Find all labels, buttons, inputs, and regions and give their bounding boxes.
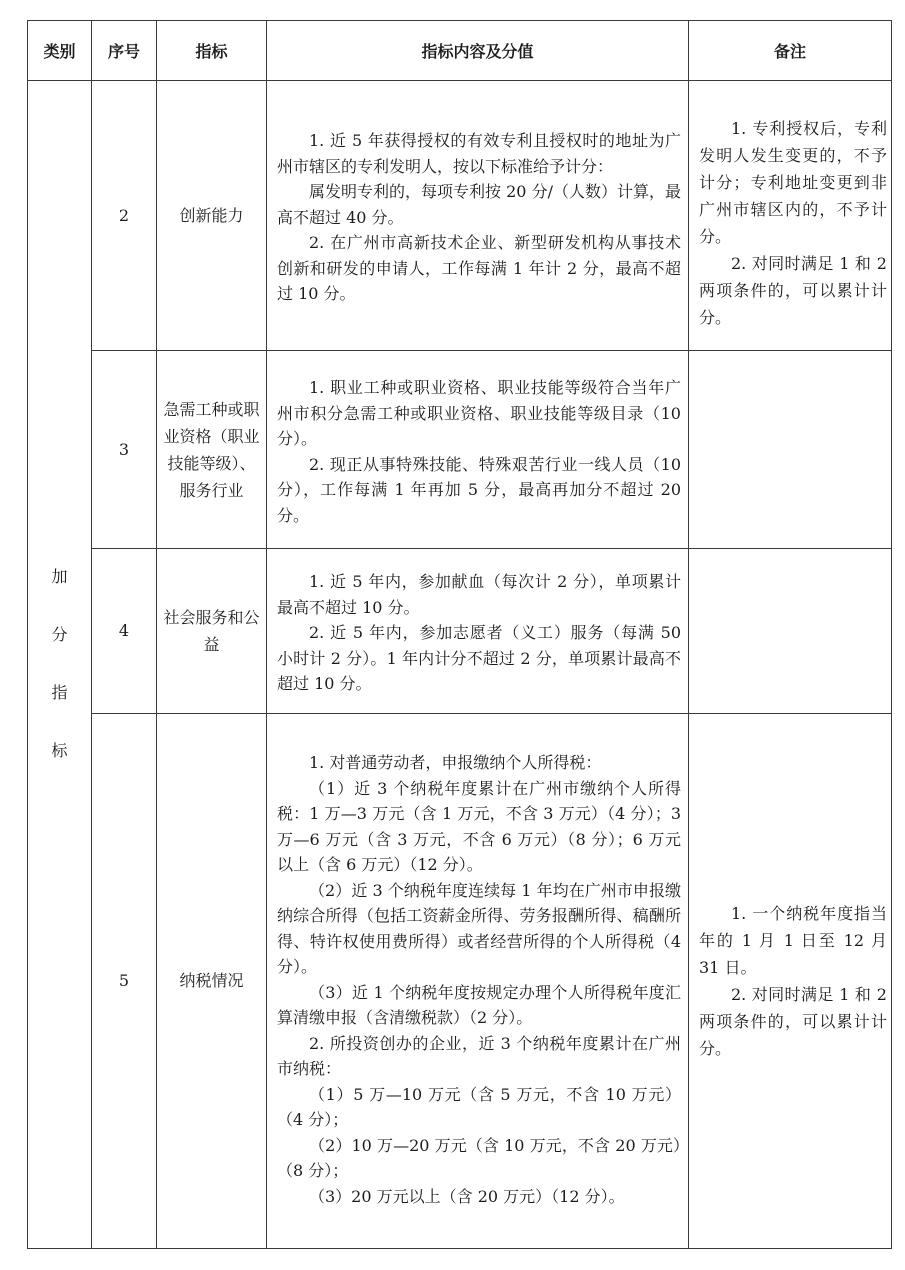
seq-cell: 3	[92, 351, 157, 549]
category-char: 加	[51, 567, 68, 587]
content-cell	[267, 549, 689, 714]
content-paragraph: （2）近 3 个纳税年度连续每 1 年均在广州市申报缴纳综合所得（包括工资薪金所得、劳务报酬所得、稿酬所得、特许权使用费所得）或者经营所得的个人所得税（4 分）。	[277, 880, 681, 976]
header-indicator: 指标	[157, 21, 267, 81]
category-char: 标	[51, 741, 68, 761]
header-seq: 序号	[92, 21, 157, 81]
content-paragraph: （3）近 1 个纳税年度按规定办理个人所得税年度汇算清缴申报（含清缴税款）（2 分）。	[277, 982, 681, 1027]
table-row	[28, 351, 892, 549]
note-cell	[689, 713, 892, 1248]
table-row	[28, 81, 892, 351]
note-cell	[689, 81, 892, 351]
content-paragraph: 1. 近 5 年获得授权的有效专利且授权时的地址为广州市辖区的专利发明人，按以下标准给予计分：	[277, 131, 681, 176]
indicator-cell: 社会服务和公益	[157, 549, 267, 714]
category-cell	[28, 81, 92, 1249]
note-paragraph: 1. 专利授权后，专利发明人发生变更的，不予计分；专利地址变更到非广州市辖区内的，不予计分。	[699, 118, 887, 246]
note-cell	[689, 351, 892, 549]
table-row	[28, 549, 892, 714]
category-char: 分	[51, 625, 68, 645]
seq-cell: 4	[92, 549, 157, 714]
content-paragraph: 1. 职业工种或职业资格、职业技能等级符合当年广州市积分急需工种或职业资格、职业技能等级目录（10 分）。	[277, 378, 681, 448]
category-char: 指	[51, 683, 68, 703]
content-paragraph: 1. 对普通劳动者，申报缴纳个人所得税：	[309, 753, 602, 772]
content-paragraph: 2. 近 5 年内，参加志愿者（义工）服务（每满 50 小时计 2 分）。1 年内计分不超过 2 分，单项累计最高不超过 10 分。	[277, 623, 681, 693]
content-paragraph: （1）近 3 个纳税年度累计在广州市缴纳个人所得税：1 万—3 万元（含 1 万元，不含 3 万元）（4 分）；3 万—6 万元（含 3 万元，不含 6 万元）（8 分）；6 万元以上（含 6 万元）（12 分）。	[277, 778, 681, 874]
content-cell	[267, 81, 689, 351]
note-cell	[689, 549, 892, 714]
scoring-table	[27, 20, 892, 1249]
indicator-cell: 纳税情况	[157, 713, 267, 1248]
header-note: 备注	[689, 21, 892, 81]
seq-cell: 2	[92, 81, 157, 351]
content-paragraph: （2）10 万—20 万元（含 10 万元，不含 20 万元）（8 分）；	[277, 1135, 681, 1180]
note-paragraph: 1. 一个纳税年度指当年的 1 月 1 日至 12 月 31 日。	[699, 903, 887, 977]
table-row	[28, 713, 892, 1248]
indicator-cell: 创新能力	[157, 81, 267, 351]
header-row	[28, 21, 892, 81]
content-paragraph: （1）5 万—10 万元（含 5 万元，不含 10 万元）（4 分）；	[277, 1084, 681, 1129]
seq-cell: 5	[92, 713, 157, 1248]
indicator-cell: 急需工种或职业资格（职业技能等级）、服务行业	[157, 351, 267, 549]
content-paragraph: 2. 所投资创办的企业，近 3 个纳税年度累计在广州市纳税：	[277, 1033, 681, 1078]
content-paragraph: 2. 在广州市高新技术企业、新型研发机构从事技术创新和研发的申请人，工作每满 1 年计 2 分，最高不超过 10 分。	[277, 233, 681, 304]
note-paragraph: 2. 对同时满足 1 和 2 两项条件的，可以累计计分。	[699, 253, 887, 327]
header-category: 类别	[28, 21, 92, 81]
content-paragraph: 2. 现正从事特殊技能、特殊艰苦行业一线人员（10 分），工作每满 1 年再加 5 分，最高再加分不超过 20 分。	[277, 454, 681, 525]
content-paragraph: （3）20 万元以上（含 20 万元）（12 分）。	[309, 1186, 625, 1206]
content-cell	[267, 713, 689, 1248]
header-content: 指标内容及分值	[267, 21, 689, 81]
content-paragraph: 属发明专利的，每项专利按 20 分/（人数）计算，最高不超过 40 分。	[277, 182, 681, 227]
content-cell	[267, 351, 689, 549]
note-paragraph: 2. 对同时满足 1 和 2 两项条件的，可以累计计分。	[699, 984, 887, 1058]
content-paragraph: 1. 近 5 年内，参加献血（每次计 2 分），单项累计最高不超过 10 分。	[277, 572, 681, 617]
